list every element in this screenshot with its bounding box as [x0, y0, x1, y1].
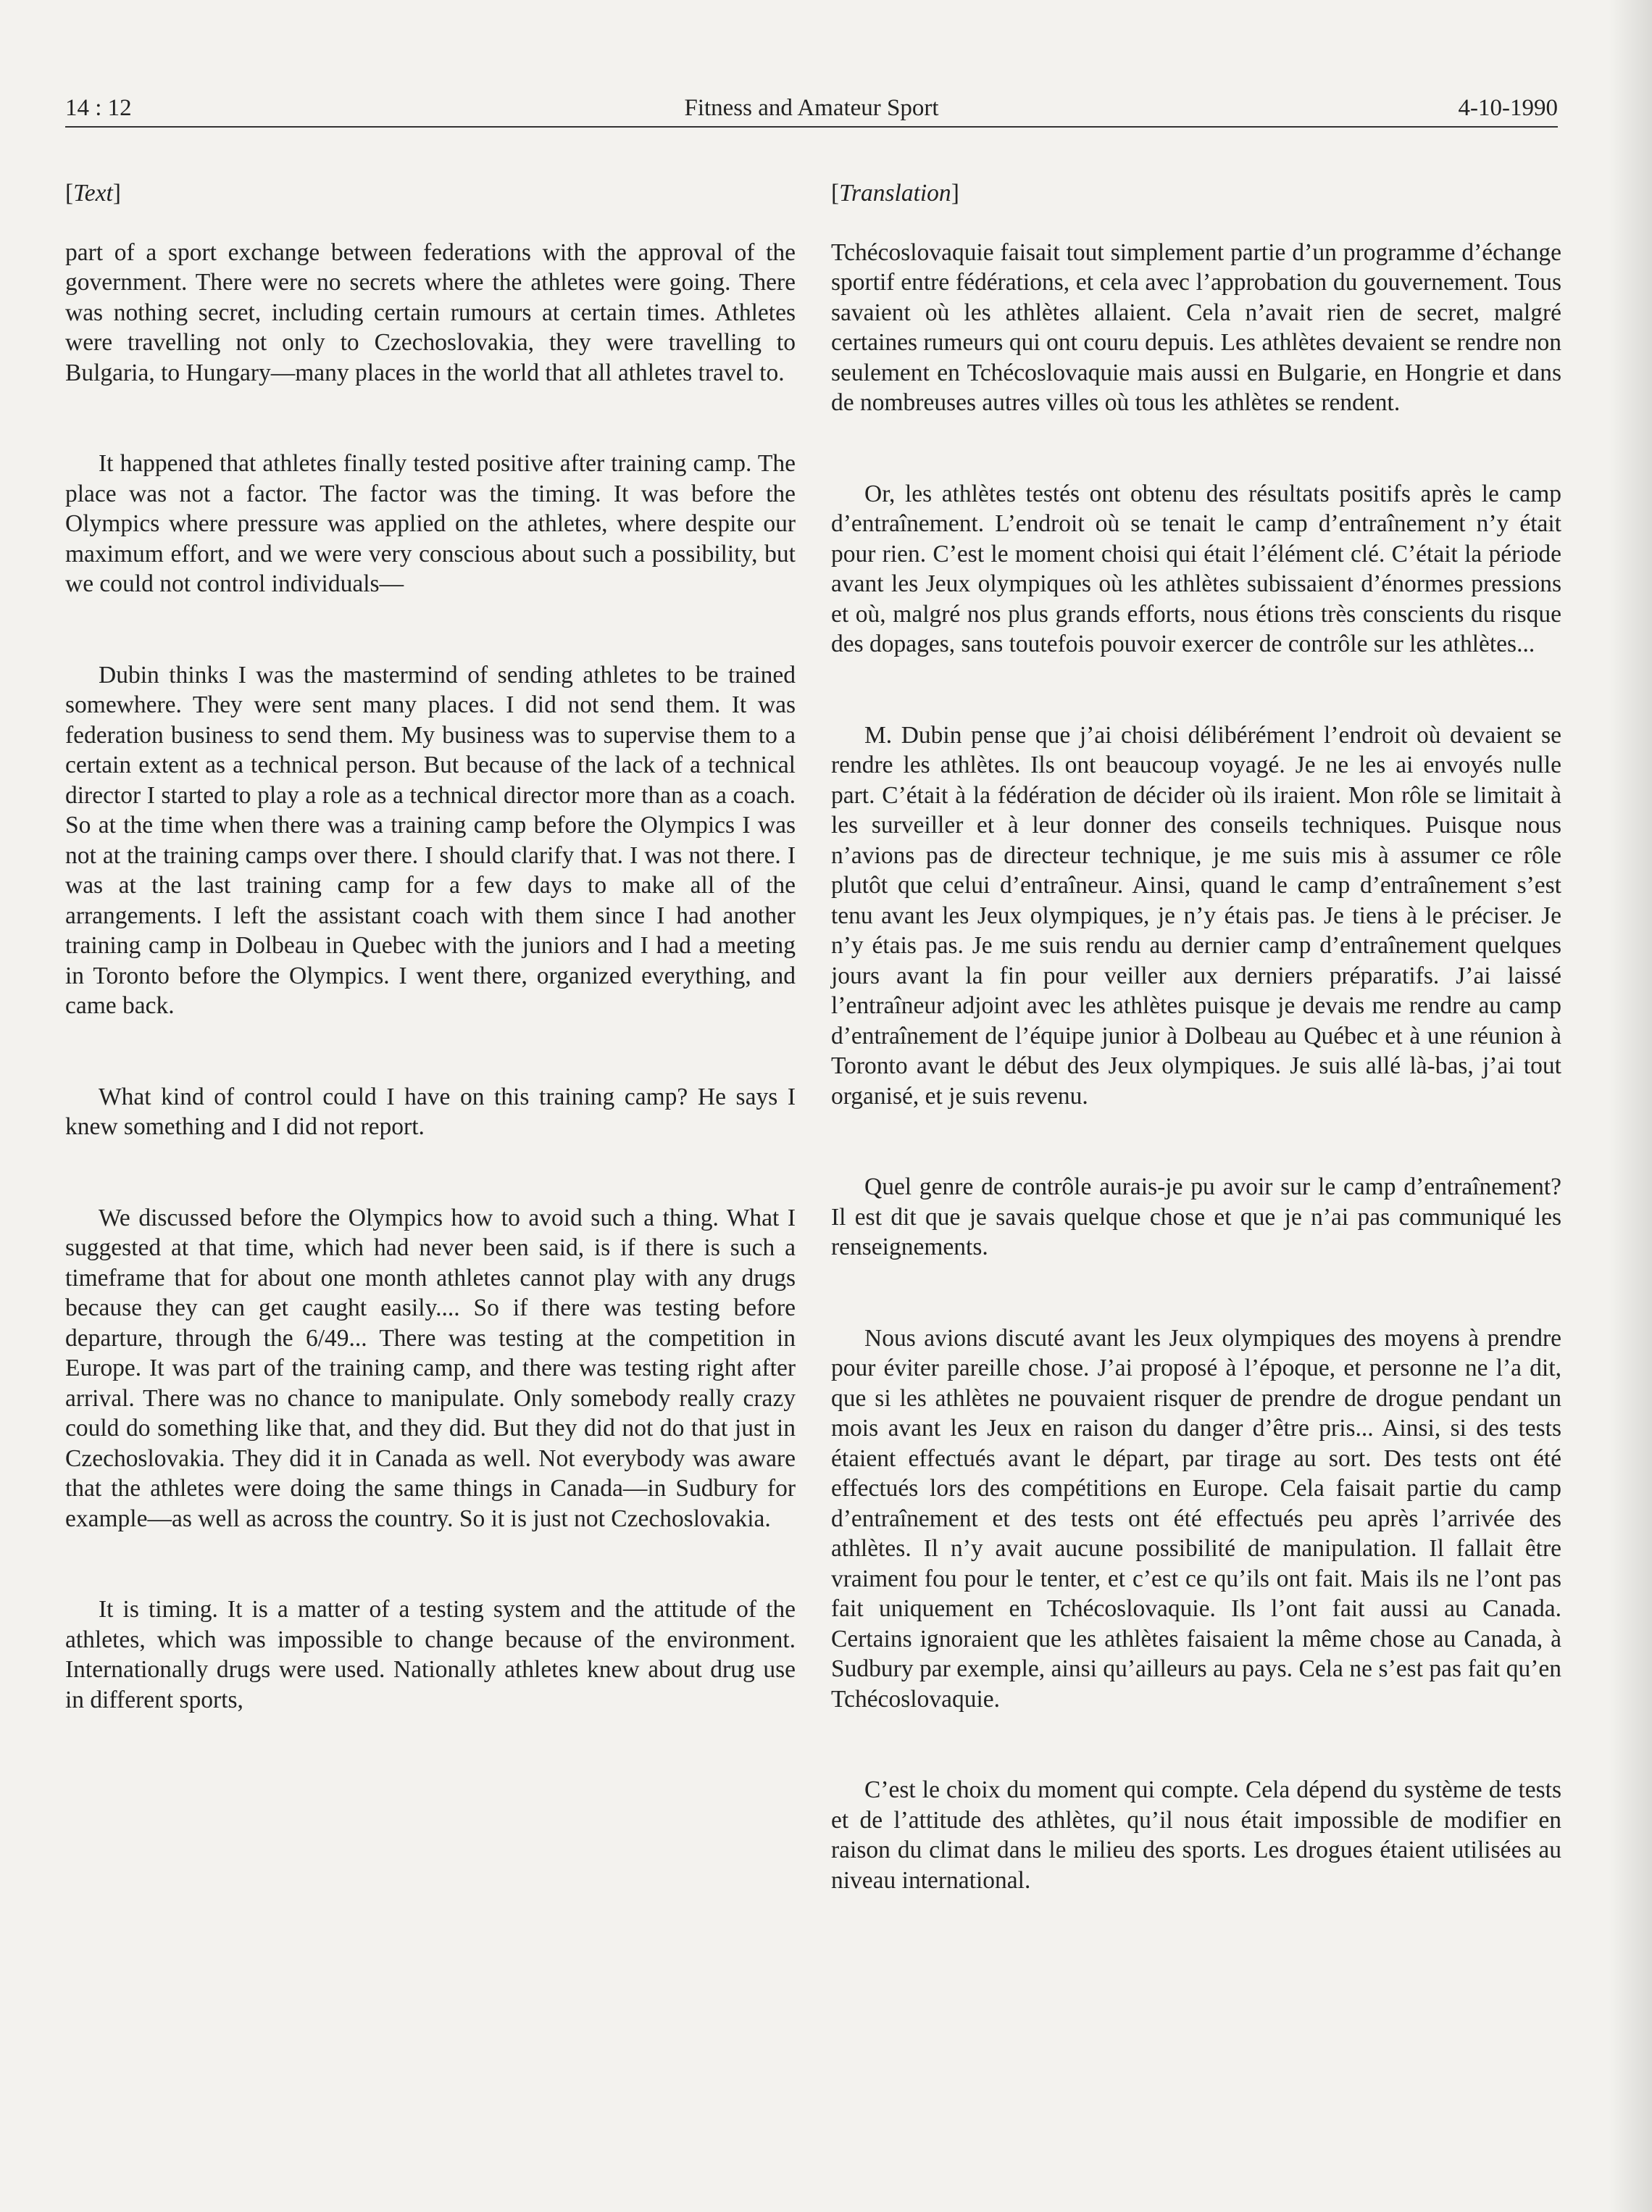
- page-number: 14 : 12: [65, 95, 132, 121]
- column-label-text: [Text]: [65, 180, 121, 207]
- publication-title: Fitness and Amateur Sport: [684, 95, 939, 121]
- paragraph: Dubin thinks I was the mastermind of sending athletes to be trained somewhere. They were sent many places. I did not send them. It was federation business to send them. My business was to supervise them to a certain extent as a technical person. But because of the lack of a technical director I started to play a role as a technical director more than as a coach. So at the time when there was a training camp before the Olympics I was not at the training camps over there. I should clarify that. I was not there. I was at the last training camp for a few days to make all of the arrangements. I left the assistant coach with them since I had another training camp in Dolbeau in Quebec with the juniors and I had a meeting in Toronto before the Olympics. I went there, organized everything, and came back.: [65, 661, 796, 1019]
- publication-date: 4-10-1990: [1458, 95, 1558, 121]
- paragraph: Quel genre de contrôle aurais-je pu avoir sur le camp d’entraînement? Il est dit que je savais quelque chose et que je n’ai pas communiqué les renseignements.: [831, 1173, 1561, 1260]
- paragraph: M. Dubin pense que j’ai choisi délibérément l’endroit où devaient se rendre les athlètes. Ils ont beaucoup voyagé. Je ne les ai envoyés nulle part. C’était à la fédération de décider où ils iraient. Mon rôle se limitait à les surveiller et à leur donner des conseils techniques. Puisque nous n’avions pas de directeur technique, je me suis mis à assumer ce rôle plutôt que celui d’entraîneur. Ainsi, quand le camp d’entraînement s’est tenu avant les Jeux olympiques, je n’y étais pas. Je tiens à le préciser. Je n’y étais pas. Je me suis rendu au dernier camp d’entraînement quelques jours avant la fin pour veiller aux derniers préparatifs. J’ai laissé l’entraîneur adjoint avec les athlètes puisque je devais me rendre au camp d’entraînement de l’équipe junior à Dolbeau au Québec et à une réunion à Toronto avant le début des Jeux olympiques. Je suis allé là-bas, j’ai tout organisé, et je suis revenu.: [831, 721, 1561, 1110]
- paragraph: What kind of control could I have on this training camp? He says I knew something and I did not report.: [65, 1083, 796, 1140]
- page-header: [65, 90, 1558, 128]
- paragraph: C’est le choix du moment qui compte. Cela dépend du système de tests et de l’attitude des athlètes, qu’il nous était impossible de modifier en raison du climat dans le milieu des sports. Les drogues étaient utilisées au niveau international.: [831, 1776, 1561, 1894]
- paragraph: Nous avions discuté avant les Jeux olympiques des moyens à prendre pour éviter pareille chose. J’ai proposé à l’époque, et personne ne l’a dit, que si les athlètes ne pouvaient risquer de prendre de drogue pendant un mois avant les Jeux en raison du danger d’être pris... Ainsi, si des tests étaient effectués avant le départ, par tirage au sort. Des tests ont été effectués lors des compétitions en Europe. Cela faisait partie du camp d’entraînement et des tests ont été effectués peu après l’arrivée des athlètes. Il n’y avait aucune possibilité de manipulation. Il fallait être vraiment fou pour le tenter, et c’est ce qu’ils ont fait. Mais ils ne l’ont pas fait uniquement en Tchécoslovaquie. Ils l’ont fait aussi au Canada. Certains ignoraient que les athlètes faisaient la même chose au Canada, à Sudbury par exemple, ainsi qu’ailleurs au pays. Cela ne s’est pas fait qu’en Tchécoslovaquie.: [831, 1324, 1561, 1713]
- paragraph: Tchécoslovaquie faisait tout simplement partie d’un programme d’échange sportif entre fédérations, et cela avec l’approbation du gouvernement. Tous savaient où les athlètes allaient. Cela n’avait rien de secret, malgré certaines rumeurs qui ont couru depuis. Les athlètes devaient se rendre non seulement en Tchécoslovaquie mais aussi en Bulgarie, en Hongrie et dans de nombreuses autres villes où tous les athlètes se rendent.: [831, 238, 1561, 416]
- page-edge-shadow: [1609, 0, 1652, 2212]
- paragraph: We discussed before the Olympics how to avoid such a thing. What I suggested at that time, which had never been said, is if there is such a timeframe that for about one month athletes cannot play with any drugs because they can get caught easily.... So if there was testing before departure, through the 6/49... There was testing at the competition in Europe. It was part of the training camp, and there was testing right after arrival. There was no chance to manipulate. Only somebody really crazy could do something like that, and they did. But they did not do that just in Czechoslovakia. They did it in Canada as well. Not everybody was aware that the athletes were doing the same things in Canada—in Sudbury for example—as well as across the country. So it is just not Czechoslovakia.: [65, 1204, 796, 1532]
- paragraph: It is timing. It is a matter of a testing system and the attitude of the athletes, which was impossible to change because of the environment. Internationally drugs were used. Nationally athletes knew about drug use in different sports,: [65, 1596, 796, 1713]
- paragraph: part of a sport exchange between federations with the approval of the government. There were no secrets where the athletes were going. There was nothing secret, including certain rumours at certain times. Athletes were travelling not only to Czechoslovakia, they were travelling to Bulgaria, to Hungary—many places in the world that all athletes travel to.: [65, 238, 796, 386]
- paragraph: It happened that athletes finally tested positive after training camp. The place was not a factor. The factor was the timing. It was before the Olympics where pressure was applied on the athletes, where despite our maximum effort, and we were very conscious about such a possibility, but we could not control individuals—: [65, 450, 796, 597]
- column-label-translation: [Translation]: [831, 180, 959, 207]
- paragraph: Or, les athlètes testés ont obtenu des résultats positifs après le camp d’entraînement. L’endroit où se tenait le camp d’entraînement n’y était pour rien. C’est le moment choisi qui était l’élément clé. C’était la période avant les Jeux olympiques où les athlètes subissaient d’énormes pressions et où, malgré nos plus grands efforts, nous étions très conscients du risque des dopages, sans toutefois pouvoir exercer de contrôle sur les athlètes...: [831, 480, 1561, 657]
- text-column-french: [831, 178, 1561, 1895]
- text-column-english: [65, 178, 796, 1715]
